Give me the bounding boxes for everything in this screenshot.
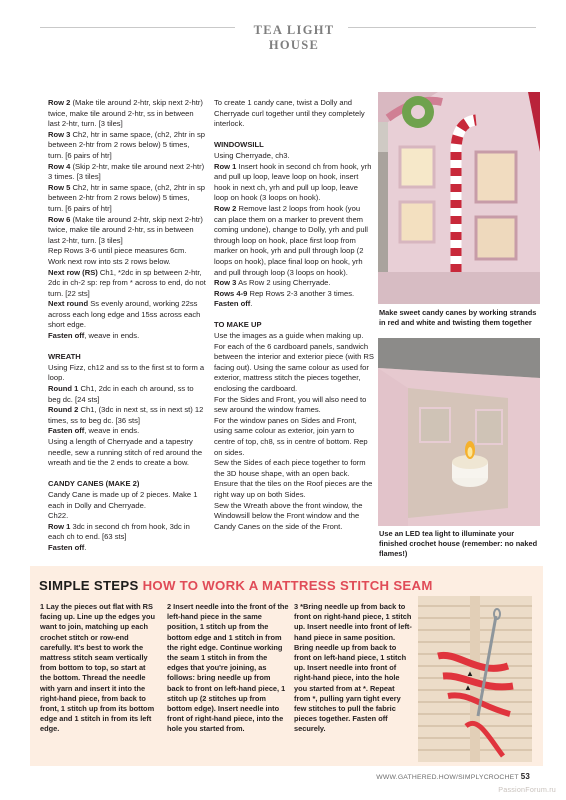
bold-lead: Row 1 bbox=[214, 161, 237, 171]
header-rule-left bbox=[40, 27, 235, 28]
paragraph bbox=[214, 320, 374, 331]
paragraph bbox=[214, 299, 374, 310]
text-run: To create 1 candy cane, twist a Dolly and Cherryade curl together until they completely interlock. bbox=[214, 98, 365, 129]
paragraph bbox=[48, 268, 206, 300]
paragraph-gap bbox=[48, 469, 206, 480]
paragraph bbox=[48, 352, 206, 363]
text-run: Using Cherryade, ch3. bbox=[214, 150, 290, 160]
text-run: Ch22. bbox=[48, 511, 69, 521]
candy-cane-illustration bbox=[378, 92, 540, 304]
paragraph-gap bbox=[214, 130, 374, 141]
watermark: PassionForum.ru bbox=[498, 785, 556, 794]
bold-lead: Row 3 bbox=[214, 278, 237, 288]
text-run: For the Sides and Front, you will also need to sew around the window frames. bbox=[214, 394, 367, 415]
paragraph bbox=[214, 151, 374, 162]
text-run: , weave in ends. bbox=[84, 331, 140, 341]
simple-steps-heading bbox=[39, 578, 433, 593]
mattress-stitch-photo bbox=[418, 596, 532, 762]
text-run: (Skip 2-htr, make tile around next 2-htr) 3 times. [3 tiles] bbox=[48, 161, 205, 182]
step-2-text: 2 Insert needle into the front of the left-hand piece in the same position, 1 stitch up from the bottom edge and 1 stitch in from the right edge. Continue working the seam 1 stitch in from the edges that you're joining, as follows: bring needle up from back to front on left-hand piece, 1 stitch up (2 stitches up from bottom edge). Insert needle into front of right-hand piece, into the hole you started from. bbox=[167, 602, 289, 734]
text-run: Using a length of Cherryade and a tapestry needle, sew a running stitch of red around the wreath and tie the 2 ends to create a bow. bbox=[48, 437, 203, 468]
svg-text:▲: ▲ bbox=[466, 669, 474, 678]
heading-mattress-stitch: HOW TO WORK A MATTRESS STITCH SEAM bbox=[142, 578, 433, 593]
paragraph bbox=[214, 204, 374, 278]
page-footer bbox=[376, 772, 530, 781]
subheading: TO MAKE UP bbox=[214, 320, 262, 330]
paragraph bbox=[48, 437, 206, 469]
bold-lead: Row 6 bbox=[48, 214, 71, 224]
text-run: Sew the Sides of each piece together to form the 3D house shape, with an open back. Ensure that the tiles on the Roof pieces are the right way up on both Sides. bbox=[214, 458, 373, 499]
text-run: . bbox=[250, 299, 253, 309]
bold-lead: Row 2 bbox=[48, 98, 71, 107]
text-run: Rep Rows 2-3 another 3 times. bbox=[247, 288, 355, 298]
paragraph bbox=[48, 257, 206, 268]
bold-lead: Fasten off bbox=[48, 426, 85, 436]
bold-lead: Round 1 bbox=[48, 384, 79, 394]
header-rule-right bbox=[348, 27, 536, 28]
bold-lead: Round 2 bbox=[48, 405, 79, 415]
text-run: Use the images as a guide when making up. For each of the 6 cardboard panels, sandwich between the interior and exterior piece (with RS facing out). Using the same colour as used for exterior, mattress stitch the pieces together, enclosing the cardboard. bbox=[214, 331, 374, 394]
text-run: Using Fizz, ch12 and ss to the first st to form a loop. bbox=[48, 362, 205, 383]
bold-lead: Next row (RS) bbox=[48, 267, 98, 277]
svg-text:▲: ▲ bbox=[464, 683, 472, 692]
bold-lead: Fasten off bbox=[48, 542, 85, 552]
simple-steps-panel bbox=[30, 566, 543, 766]
paragraph bbox=[48, 384, 206, 405]
paragraph bbox=[48, 543, 206, 554]
caption-candy-canes: Make sweet candy canes by working strands in red and white and twisting them together bbox=[379, 308, 537, 327]
paragraph bbox=[48, 511, 206, 522]
step-1-text: 1 Lay the pieces out flat with RS facing up. Line up the edges you want to join, matching up each crochet stitch or row-end carefully. It's best to work the mattress stitch seam vertically from bottom to top, so start at the bottom. Thread the needle with yarn and insert it into the right-hand piece, from back to front, 1 stitch up from its bottom edge and 1 stitch in from its left edge. bbox=[40, 602, 155, 734]
paragraph bbox=[214, 98, 374, 130]
candy-cane-house-photo bbox=[378, 92, 540, 304]
heading-simple-steps: SIMPLE STEPS bbox=[39, 578, 139, 593]
page-number: 53 bbox=[520, 772, 530, 781]
paragraph bbox=[48, 246, 206, 257]
text-run: Rep Rows 3-6 until piece measures 6cm. bbox=[48, 246, 187, 256]
text-run: Candy Cane is made up of 2 pieces. Make 1 each in Dolly and Cherryade. bbox=[48, 489, 198, 510]
text-run: As Row 2 using Cherryade. bbox=[236, 278, 331, 288]
bold-lead: Row 2 bbox=[214, 203, 237, 213]
running-header bbox=[0, 0, 566, 52]
paragraph bbox=[48, 479, 206, 490]
bold-lead: Fasten off bbox=[48, 331, 85, 341]
paragraph bbox=[214, 140, 374, 151]
paragraph bbox=[214, 458, 374, 500]
paragraph bbox=[214, 162, 374, 204]
paragraph-gap bbox=[214, 310, 374, 321]
bold-lead: Row 4 bbox=[48, 161, 71, 171]
text-run: Ch1, *2dc in sp between 2-htr, 2dc in ch-2 sp: rep from * across to end, do not turn. [22 sts] bbox=[48, 267, 206, 298]
text-run: 3dc in second ch from hook, 3dc in each ch to end. [63 sts] bbox=[48, 521, 190, 542]
paragraph bbox=[214, 416, 374, 458]
paragraph bbox=[48, 162, 206, 183]
text-run: . bbox=[84, 542, 87, 552]
paragraph bbox=[214, 278, 374, 289]
bold-lead: Fasten off bbox=[214, 299, 251, 309]
paragraph bbox=[48, 405, 206, 426]
paragraph bbox=[48, 522, 206, 543]
text-run: Ch1, 2dc in each ch around, ss to beg dc. [24 sts] bbox=[48, 384, 194, 404]
bold-lead: Rows 4-9 bbox=[214, 288, 248, 298]
text-run: (Make tile around 2-htr, skip next 2-htr) twice, make tile around 2-htr, ss in between last 2-htr, turn. [3 tiles] bbox=[48, 98, 203, 129]
mattress-stitch-illustration bbox=[418, 596, 532, 762]
text-run: Insert hook in second ch from hook, yrh and pull up loop, leave loop on hook, insert hook in next ch, yrh and pull up loop, leave loop on hook (3 loops on hook). bbox=[214, 161, 372, 203]
paragraph bbox=[48, 426, 206, 437]
paragraph bbox=[214, 289, 374, 300]
subheading: WREATH bbox=[48, 352, 81, 362]
step-3-text: 3 *Bring needle up from back to front on right-hand piece, 1 stitch up. Insert needle into front of left-hand piece in same position. Bring needle up from back to front on left-hand piece, 1 stitch up. Insert needle into front of right-hand piece, into the hole you started from at *. Repeat from *, pulling yarn tight every few stitches to pull the fabric pieces together. Fasten off securely. bbox=[294, 602, 412, 734]
bold-lead: Next round bbox=[48, 299, 89, 309]
text-run: Sew the Wreath above the front window, the Windowsill below the Front window and the Candy Canes on the side of the Front. bbox=[214, 500, 363, 531]
text-run: Remove last 2 loops from hook (you can place them on a marker to prevent them coming undone), change to Dolly, yrh and pull through loop on hook, place first loop from marker on hook, yrh and pull through loop (2 loops on hook), place final loop on hook, yrh and pull through loop (3 loops on hook). bbox=[214, 203, 368, 277]
paragraph bbox=[48, 130, 206, 162]
text-run: For the window panes on Sides and Front, using same colour as exterior, join yarn to centre of top, ch8, ss in centre of bottom. Rep on sides. bbox=[214, 415, 368, 457]
subheading: WINDOWSILL bbox=[214, 140, 264, 150]
text-run: Ch2, htr in same space, (ch2, 2htr in sp between 2-htr from 2 rows below) 5 times, turn. [6 pairs of htr] bbox=[48, 182, 206, 213]
text-run: Ch1, (3dc in next st, ss in next st) 12 times, ss to beg dc. [36 sts] bbox=[48, 405, 204, 425]
text-run: (Make tile around 2-htr, skip next 2-htr) twice, make tile around 2-htr, ss in between last 2-htr, turn. [3 tiles] bbox=[48, 214, 203, 245]
paragraph bbox=[48, 490, 206, 511]
paragraph bbox=[48, 363, 206, 384]
bold-lead: Row 3 bbox=[48, 129, 71, 139]
paragraph bbox=[214, 501, 374, 533]
paragraph-gap bbox=[48, 342, 206, 353]
paragraph bbox=[48, 299, 206, 331]
paragraph bbox=[214, 331, 374, 395]
footer-url: WWW.GATHERED.HOW/SIMPLYCROCHET bbox=[376, 774, 519, 781]
text-run: , weave in ends. bbox=[84, 426, 140, 436]
paragraph bbox=[48, 98, 206, 130]
caption-tea-light: Use an LED tea light to illuminate your finished crochet house (remember: no naked flames!) bbox=[379, 529, 538, 558]
text-run: Ch2, htr in same space, (ch2, 2htr in sp between 2-htr from 2 rows below) 5 times, turn. [6 pairs of htr] bbox=[48, 129, 206, 160]
subheading: CANDY CANES (MAKE 2) bbox=[48, 479, 140, 489]
bold-lead: Row 1 bbox=[48, 521, 71, 531]
paragraph bbox=[48, 331, 206, 342]
section-title: TEA LIGHT HOUSE bbox=[253, 23, 335, 52]
paragraph bbox=[48, 183, 206, 215]
text-column-1 bbox=[48, 98, 206, 554]
tea-light-illustration bbox=[378, 338, 540, 526]
paragraph bbox=[214, 395, 374, 416]
text-column-2 bbox=[214, 98, 374, 532]
tea-light-interior-photo bbox=[378, 338, 540, 526]
text-run: Work next row into sts 2 rows below. bbox=[48, 256, 171, 266]
bold-lead: Row 5 bbox=[48, 182, 71, 192]
paragraph bbox=[48, 215, 206, 247]
text-run: Ss evenly around, working 22ss across each long edge and 15ss across each short edge. bbox=[48, 299, 201, 330]
